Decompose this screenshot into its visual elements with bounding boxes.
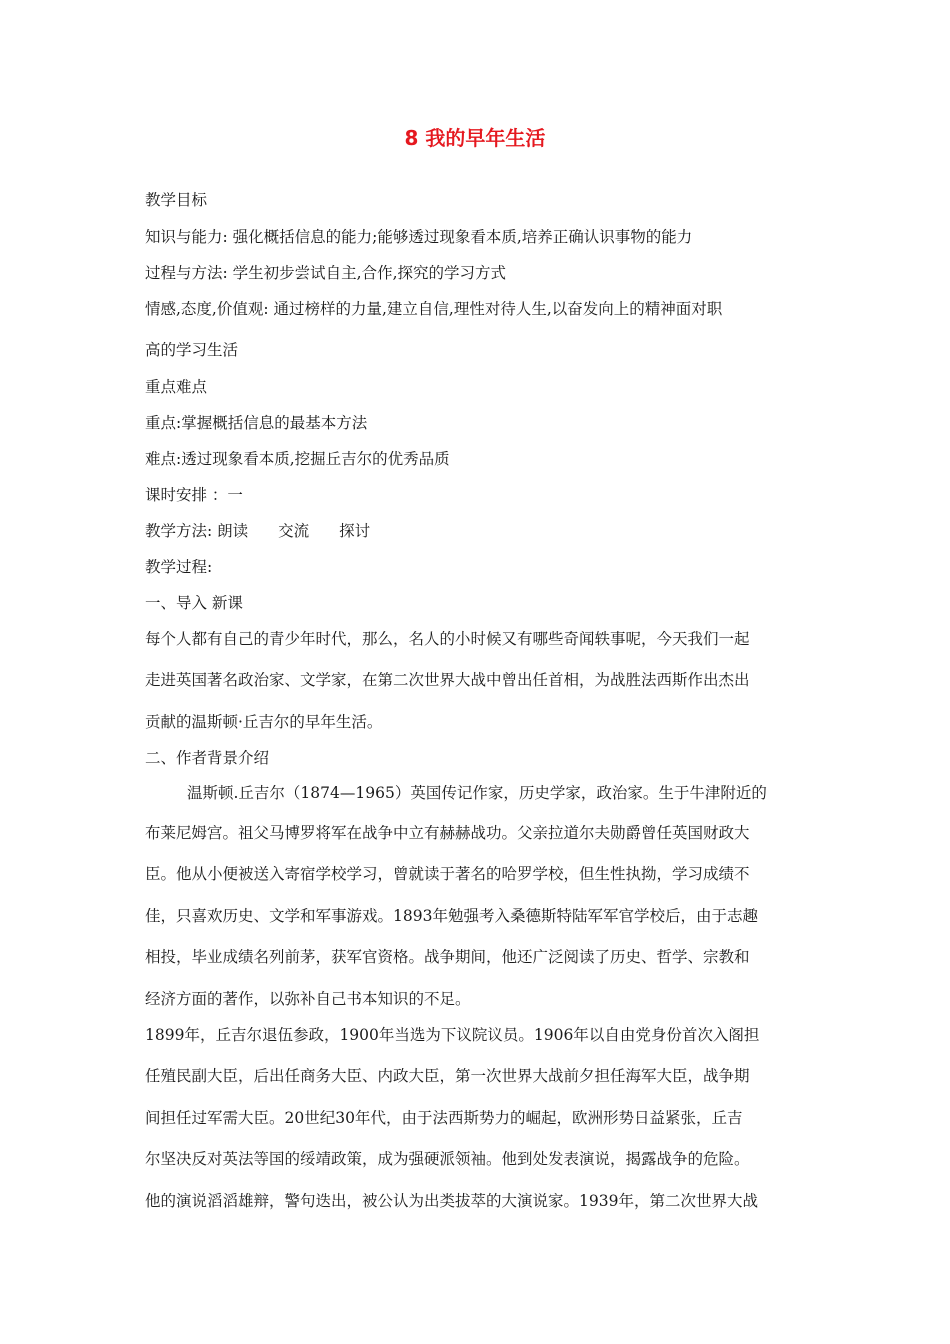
objective-process: 过程与方法: 学生初步尝试自主,合作,探究的学习方式 — [145, 264, 507, 282]
objective-emotion-cont: 高的学习生活 — [145, 341, 239, 359]
career-paragraph-line: 他的演说滔滔雄辩，警句迭出，被公认为出类拔萃的大演说家。1939年，第二次世界大战 — [145, 1192, 758, 1210]
method-item-explore: 探讨 — [339, 522, 371, 540]
career-paragraph-line: 任殖民副大臣，后出任商务大臣、内政大臣，第一次世界大战前夕担任海军大臣，战争期 — [145, 1067, 750, 1085]
class-hours: 课时安排 ：一 — [145, 486, 243, 504]
background-paragraph-line: 布莱尼姆宫。祖父马博罗将军在战争中立有赫赫战功。父亲拉道尔夫勋爵曾任英国财政大 — [145, 824, 750, 842]
objective-emotion: 情感,态度,价值观: 通过榜样的力量,建立自信,理性对待人生,以奋发向上的精神面对职 — [145, 300, 723, 318]
background-paragraph-line: 相投，毕业成绩名列前茅，获军官资格。战争期间，他还广泛阅读了历史、哲学、宗教和 — [145, 948, 750, 966]
objective-knowledge: 知识与能力: 强化概括信息的能力;能够透过现象看本质,培养正确认识事物的能力 — [145, 228, 693, 246]
subheading-background: 二、作者背景介绍 — [145, 749, 270, 767]
intro-paragraph-line: 走进英国著名政治家、文学家，在第二次世界大战中曾出任首相，为战胜法西斯作出杰出 — [145, 671, 750, 689]
career-paragraph-line: 1899年，丘吉尔退伍参政，1900年当选为下议院议员。1906年以自由党身份首次入阁担 — [145, 1026, 760, 1044]
section-heading-process: 教学过程: — [145, 558, 213, 576]
background-paragraph-line: 佳，只喜欢历史、文学和军事游戏。1893年勉强考入桑德斯特陆军军官学校后，由于志趣 — [145, 907, 758, 925]
career-paragraph-line: 尔坚决反对英法等国的绥靖政策，成为强硬派领袖。他到处发表演说，揭露战争的危险。 — [145, 1150, 750, 1168]
method-label: 教学方法: 朗读 — [145, 522, 249, 540]
background-paragraph-line: 臣。他从小便被送入寄宿学校学习，曾就读于著名的哈罗学校，但生性执拗，学习成绩不 — [145, 865, 750, 883]
key-point: 重点:掌握概括信息的最基本方法 — [145, 414, 368, 432]
intro-paragraph-line: 每个人都有自己的青少年时代，那么，名人的小时候又有哪些奇闻轶事呢，今天我们一起 — [145, 630, 750, 648]
section-heading-objectives: 教学目标 — [145, 191, 208, 209]
subheading-intro: 一、导入 新课 — [145, 594, 243, 612]
section-heading-key-points: 重点难点 — [145, 378, 208, 396]
background-paragraph-line: 温斯顿.丘吉尔（1874—1965）英国传记作家，历史学家，政治家。生于牛津附近的 — [187, 784, 767, 802]
method-item-discuss: 交流 — [278, 522, 310, 540]
page-title: 8 我的早年生活 — [404, 126, 546, 150]
intro-paragraph-line: 贡献的温斯顿·丘吉尔的早年生活。 — [145, 713, 383, 731]
teaching-methods — [145, 520, 370, 542]
difficult-point: 难点:透过现象看本质,挖掘丘吉尔的优秀品质 — [145, 450, 450, 468]
background-paragraph-line: 经济方面的著作，以弥补自己书本知识的不足。 — [145, 990, 471, 1008]
career-paragraph-line: 间担任过军需大臣。20世纪30年代，由于法西斯势力的崛起，欧洲形势日益紧张，丘吉 — [145, 1109, 743, 1127]
